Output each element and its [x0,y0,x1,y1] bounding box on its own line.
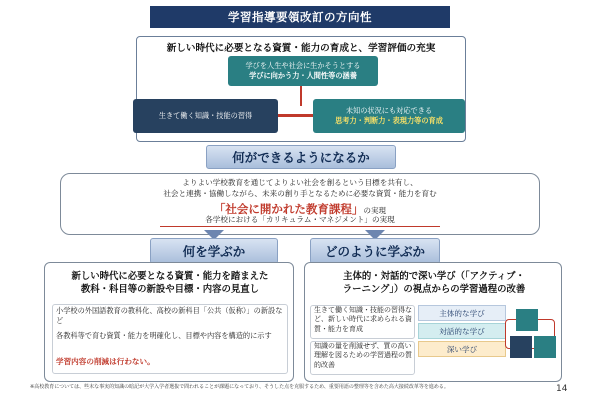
what-to-learn-heading [50,270,290,296]
how-to-learn-heading [308,270,560,296]
learning-attitude-box [228,56,378,86]
connector-vertical [300,86,302,106]
open-curriculum-key: 「社会に開かれた教育課程」 [213,202,364,216]
how-to-learn-heading-line2: ラーニング」）の視点からの学習過程の改善 [342,284,526,296]
open-curriculum-suffix: の実現 [363,206,387,215]
learning-block-icon [534,336,556,358]
deep-learning-label: 深い学び [418,341,506,357]
capabilities-subtitle: 新しい時代に必要となる資質・能力の育成と、学習評価の充実 [166,43,436,54]
proactive-learning-label: 主体的な学び [418,305,506,321]
thinking-skills-line2: 思考力・判断力・表現力等の育成 [335,116,443,125]
knowledge-acquisition-text: 生きて働く知識・技能の習得など、新しい時代に求められる資質・能力を育成 [314,306,412,333]
thinking-skills-line1: 未知の状況にも対応できる [345,106,433,116]
what-to-learn-heading-line1: 新しい時代に必要となる資質・能力を踏まえた [71,271,269,282]
knowledge-skills-label: 生きて働く知識・技能の習得 [158,111,253,121]
society-line2: 社会と連携・協働しながら、未来の創り手となるために必要な資質・能力を育む [163,189,437,198]
no-reduction-note: 学習内容の削減は行わない。 [56,357,155,366]
society-description [60,177,540,199]
society-line1: よりよい学校教育を通じてよりよい社会を創るという目標を共有し、 [182,178,418,187]
footnote: ※高校教育については、些末な事実的知識の暗記が大学入学者選抜で問われることが課題になっており、そうした点を克服するため、重要用語の整理等を含めた高大接続改革等を進める。 [30,384,449,390]
page-number: 14 [556,384,568,394]
what-to-learn-banner: 何を学ぶか [150,238,278,264]
interactive-learning-label: 対話的な学び [418,323,506,339]
clarify-abilities-text: 各教科等で育む資質・能力を明確化し、目標や内容を構造的に示す [56,331,272,340]
what-can-do-banner: 何ができるようになるか [206,145,396,169]
thinking-skills-box [313,99,465,133]
connector-horizontal [278,114,313,117]
learning-attitude-line1: 学びを人生や社会に生かそうとする [245,61,361,71]
learning-block-icon [516,309,538,331]
what-to-learn-heading-line2: 教科・科目等の新設や目標・内容の見直し [80,284,260,296]
curriculum-management-text: 各学校における「カリキュラム・マネジメント」の実現 [160,214,440,227]
learning-block-icon [510,336,532,358]
foreign-language-text: 小学校の外国語教育の教科化、高校の新科目「公共（仮称）」の新設など [56,306,283,326]
quality-improvement-text: 知識の量を削減せず、質の高い理解を図るための学習過程の質的改善 [314,342,412,369]
knowledge-skills-box [133,99,278,133]
how-to-learn-heading-line1: 主体的・対話的で深い学び（「アクティブ・ [343,271,525,282]
learning-attitude-line2: 学びに向かう力・人間性等の涵養 [249,71,357,80]
how-to-learn-banner: どのように学ぶか [310,238,440,264]
page-title: 学習指導要領改訂の方向性 [150,6,450,28]
